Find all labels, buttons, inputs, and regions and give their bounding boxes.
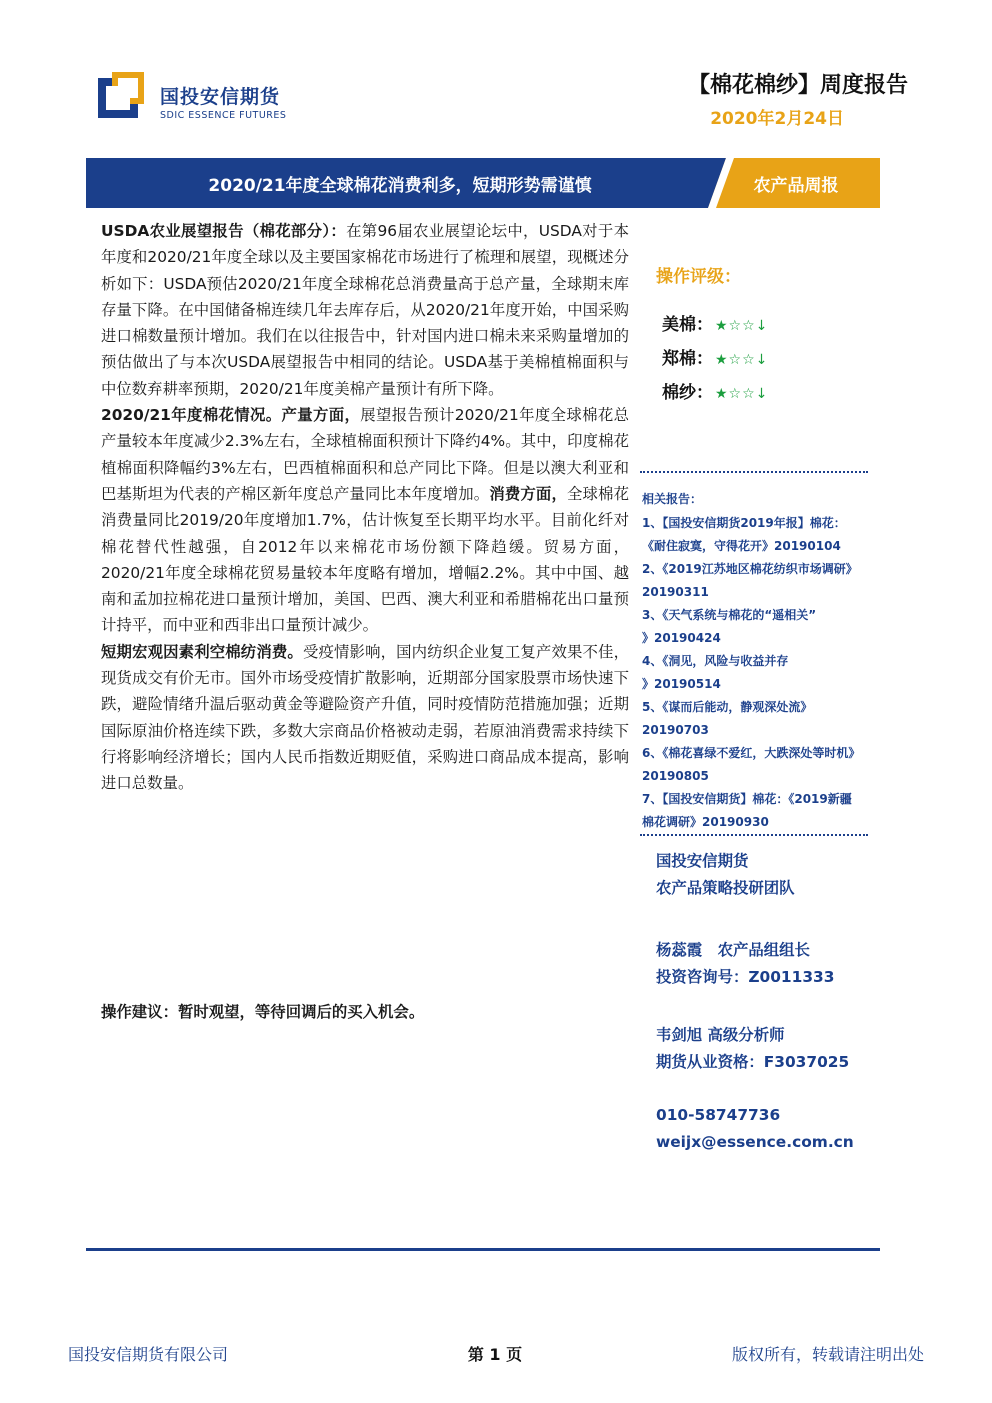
rating-row xyxy=(662,344,768,369)
related-report-link[interactable]: 》20190424 xyxy=(642,631,721,645)
report-date: 2020年2月24日 xyxy=(710,109,844,129)
paragraph-lead: 2020/21年度棉花情况。产量方面， xyxy=(101,406,361,425)
footer-copyright: 版权所有，转载请注明出处 xyxy=(731,1345,924,1364)
analyst-cert: 期货从业资格：F3037025 xyxy=(656,1053,850,1071)
divider xyxy=(640,471,868,473)
divider xyxy=(640,834,868,836)
rating-label: 棉纱： xyxy=(662,383,713,403)
phone-number: 010-58747736 xyxy=(656,1106,781,1124)
analyst-cert: 投资咨询号：Z0011333 xyxy=(656,968,835,986)
team-name: 农产品策略投研团队 xyxy=(656,879,795,897)
banner-title: 2020/21年度全球棉花消费利多，短期形势需谨慎 xyxy=(208,176,592,196)
analyst-name: 杨蕊霞 农产品组组长 xyxy=(656,941,810,959)
paragraph-text: 展望报告预计2020/21年度全球棉花总产量较本年度减少2.3%左右，全球植棉面积预计下降约4%。其中，印度棉花植棉面积降幅约3%左右，巴西植棉面积和总产同比下降。但是以澳大利亚和巴基斯坦为代表的产棉区新年度总产量同比本年度增加。 xyxy=(101,406,630,503)
rating-label: 美棉： xyxy=(662,315,713,335)
analyst-info xyxy=(656,1022,849,1076)
paragraph-season xyxy=(101,402,629,639)
related-report-link[interactable]: 3、《天气系统与棉花的“遥相关” xyxy=(642,608,817,622)
star-rating-icon: ★☆☆↓ xyxy=(715,386,769,402)
operation-advice: 操作建议：暂时观望，等待回调后的买入机会。 xyxy=(101,1003,425,1021)
related-reports-list xyxy=(642,512,880,834)
star-rating-icon: ★☆☆↓ xyxy=(715,318,769,334)
paragraph-text: 全球棉花消费量同比2019/20年度增加1.7%，估计恢复至长期平均水平。目前化纤对棉花替代性越强，自2012年以来棉花市场份额下降趋缓。贸易方面，2020/21年度全球棉花贸易量较本年度略有增加，增幅2.2%。其中中国、越南和孟加拉棉花进口量预计增加，美国、巴西、澳大利亚和希腊棉花出口量预计持平，而中亚和西非出口量预计减少。 xyxy=(101,484,629,635)
paragraph-usda xyxy=(101,218,629,402)
analyst-info xyxy=(656,937,834,991)
company-name: 国投安信期货 xyxy=(656,852,749,870)
footer-company: 国投安信期货有限公司 xyxy=(68,1345,229,1364)
paragraph-lead: 消费方面， xyxy=(489,484,567,503)
related-report-link[interactable]: 20190703 xyxy=(642,723,709,737)
related-report-link[interactable]: 6、《棉花喜绿不爱红，大跌深处等时机》 xyxy=(642,746,861,760)
related-report-link[interactable]: 20190311 xyxy=(642,585,709,599)
banner-tag: 农产品周报 xyxy=(753,176,839,196)
paragraph-macro xyxy=(101,639,629,797)
footer-divider xyxy=(86,1248,880,1251)
related-report-link[interactable]: 1、【国投安信期货2019年报】棉花： xyxy=(642,516,846,530)
related-report-link[interactable]: 棉花调研》20190930 xyxy=(642,815,769,829)
rating-row xyxy=(662,310,768,335)
paragraph-lead: 短期宏观因素利空棉纺消费。 xyxy=(101,642,303,661)
rating-row xyxy=(662,378,768,403)
related-report-link[interactable]: 20190805 xyxy=(642,769,709,783)
rating-title: 操作评级： xyxy=(656,267,741,287)
related-report-link[interactable]: 《耐住寂寞，守得花开》20190104 xyxy=(642,539,841,553)
paragraph-text: 在第96届农业展望论坛中，USDA对于本年度和2020/21年度全球以及主要国家棉花市场进行了梳理和展望，现概述分析如下：USDA预估2020/21年度全球棉花总消费量高于总产量，全球期末库存量下降。在中国储备棉连续几年去库存后，从2020/21年度开始，中国采购进口棉数量预计增加。我们在以往报告中，针对国内进口棉未来采购量增加的预估做出了与本次USDA展望报告中相同的结论。USDA基于美棉植棉面积与中位数弃耕率预期，2020/21年度美棉产量预计有所下降。 xyxy=(101,222,629,398)
company-info xyxy=(656,848,795,902)
company-logo-icon xyxy=(98,72,144,118)
logo-company-english: SDIC ESSENCE FUTURES xyxy=(160,110,287,121)
related-report-link[interactable]: 4、《洞见，风险与收益并存 xyxy=(642,654,789,668)
star-rating-icon: ★☆☆↓ xyxy=(715,352,769,368)
paragraph-text: 受疫情影响，国内纺织企业复工复产效果不佳，现货成交有价无市。国外市场受疫情扩散影响，近期部分国家股票市场快速下跌，避险情绪升温后驱动黄金等避险资产升值，同时疫情防范措施加强；近期国际原油价格连续下跌，多数大宗商品价格被动走弱，若原油消费需求持续下行将影响经济增长；国内人民币指数近期贬值，采购进口商品成本提高，影响进口总数量。 xyxy=(101,642,629,793)
logo-company-name: 国投安信期货 xyxy=(160,86,281,108)
page-number: 第 1 页 xyxy=(467,1345,523,1364)
email-link[interactable]: weijx@essence.com.cn xyxy=(656,1133,854,1151)
rating-label: 郑棉： xyxy=(662,349,713,369)
related-report-link[interactable]: 7、【国投安信期货】棉花：《2019新疆 xyxy=(642,792,852,806)
related-reports-title: 相关报告： xyxy=(642,492,703,506)
related-report-link[interactable]: 》20190514 xyxy=(642,677,721,691)
report-title: 【棉花棉纱】周度报告 xyxy=(687,73,908,98)
related-report-link[interactable]: 2、《2019江苏地区棉花纺织市场调研》 xyxy=(642,562,858,576)
paragraph-lead: USDA农业展望报告（棉花部分）： xyxy=(101,222,347,240)
analyst-name: 韦剑旭 高级分析师 xyxy=(656,1026,785,1044)
related-report-link[interactable]: 5、《谋而后能动，静观深处流》 xyxy=(642,700,813,714)
contact-info xyxy=(656,1102,854,1156)
main-content xyxy=(101,218,629,797)
